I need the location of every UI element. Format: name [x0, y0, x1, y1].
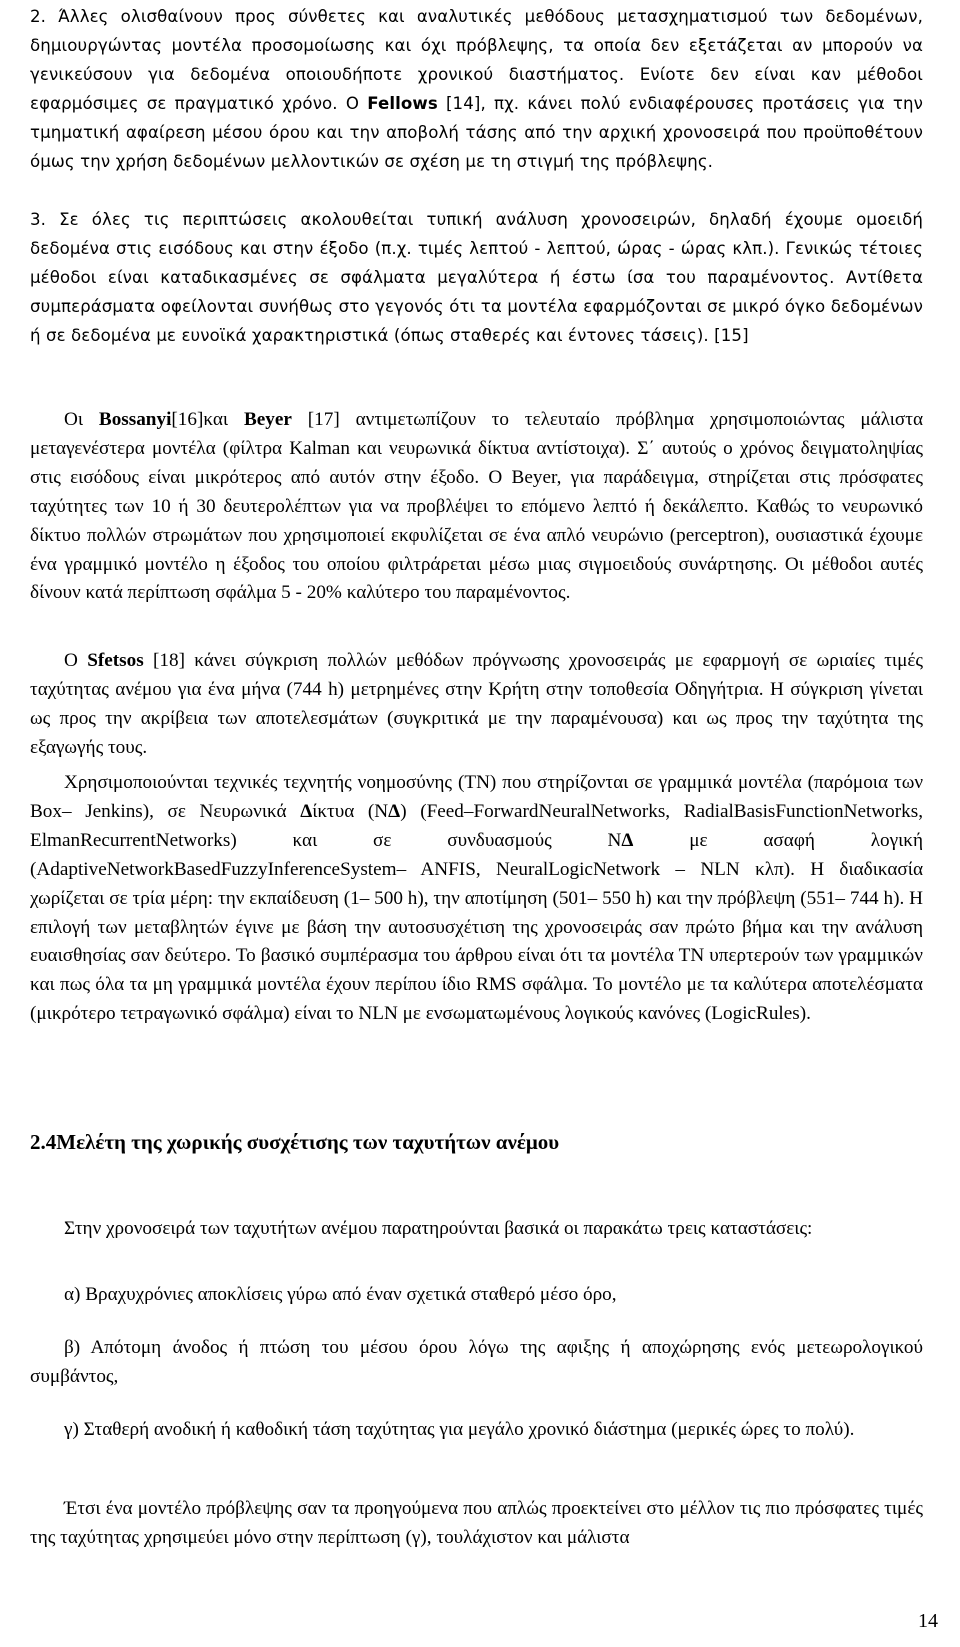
author-name: Beyer — [243, 409, 292, 430]
bold-letter: Δ — [621, 829, 634, 851]
case-item-b: β) Απότομη άνοδος ή πτώση του μέσου όρου λόγω της αφιξης ή αποχώρησης ενός μετεωρολογικού συμβάντος, — [30, 1337, 923, 1387]
list-number: 3. — [30, 210, 47, 229]
paragraph-text: [16]και — [171, 409, 244, 430]
section-title: Μελέτη της χωρικής συσχέτισης των ταχυτήτων ανέμου — [56, 1130, 560, 1154]
paragraph-text: Χρησιμοποιούνται τεχνικές τεχνητής νοημοσύνης (ΤΝ) που στηρίζονται σε γραμμικά μοντέλα (παρόμοια των Box– Jenkins), σε Νευρωνικά — [30, 772, 923, 822]
section-number: 2.4 — [30, 1130, 57, 1154]
paragraph-bossanyi — [0, 406, 955, 608]
paragraph-sfetsos — [0, 647, 955, 763]
paragraph-text: ) (Feed–ForwardNeuralNetworks, RadialBasisFunctionNetworks, ElmanRecurrentNetworks) και σε συνδυασμούς Ν — [30, 800, 923, 851]
bold-letter: Δ — [388, 800, 401, 822]
paragraph-text: με ασαφή λογική (AdaptiveNetworkBasedFuzzyInferenceSystem– ANFIS, NeuralLogicNetwork – NLN κλπ). Η διαδικασία χωρίζεται σε τρία μέρη: την εκπαίδευση (1– 500 h), την αποτίμηση (501– 550 h) και την πρόβλεψη (551– 744 h). Η επιλογή των μεταβλητών έγινε με βάση την αυτοσυσχέτιση της χρονοσειράς σαν πρώτο βήμα και την ανάλυση ευαισθησίας σαν δεύτερο. Το βασικό συμπέρασμα του άρθρου είναι ότι τα μοντέλα ΤΝ υπερτερούν των γραμμικών και πως όλα τα μη γραμμικά μοντέλα έχουν περίπου ίδιο RMS σφάλμα. Το μοντέλο με τα καλύτερα αποτελέσματα (μικρότερο τετραγωνικό σφάλμα) είναι το NLN με ενσωματωμένους λογικούς κανόνες (LogicRules). — [30, 829, 923, 1025]
list-text: Σε όλες τις περιπτώσεις ακολουθείται τυπική ανάλυση χρονοσειρών, δηλαδή έχουμε ομοειδή δεδομένα στις εισόδους και στην έξοδο (π.χ. τιμές λεπτού - λεπτού, ώρας - ώρας κλπ.). Γενικώς τέτοιες μέθοδοι είναι καταδικασμένες σε σφάλματα μεγαλύτερα ή έστω ίσα του παραμένοντος. — [30, 210, 923, 287]
paragraph-tn — [0, 769, 955, 1029]
paragraph-text: Ο — [64, 650, 88, 671]
paragraph-text: ίκτυα (Ν — [312, 800, 389, 822]
list-number: 2. — [30, 7, 47, 26]
author-name: Bossanyi — [98, 409, 172, 430]
paragraph-text: [18] κάνει σύγκριση πολλών μεθόδων πρόγνωσης χρονοσειράς με εφαρμογή σε ωριαίες τιμές ταχύτητας ανέμου για ένα μήνα (744 h) μετρημένες στην Κρήτη στην τοποθεσία Οδηγήτρια. Η σύγκριση γίνεται ως προς την ακρίβεια των αποτελεσμάτων (συγκριτικά με την παραμένουσα) και ως προς την ταχύτητα της εξαγωγής τους. — [30, 650, 924, 758]
paragraph-text: [17] αντιμετωπίζουν το τελευταίο πρόβλημα χρησιμοποιώντας μάλιστα μεταγενέστερα μοντέλα (φίλτρα Kalman και νευρωνικά δίκτυα αντίστοιχα). Σ΄ αυτούς ο χρόνος δειγματοληψίας στις εισόδους είναι μικρότερος από αυτόν στην έξοδο. Ο Beyer, για παράδειγμα, στηρίζεται στις πρόσφατες ταχύτητες των 10 ή 30 δευτερολέπτων για να προβλέψει το επόμενο λεπτό ή δεκάλεπτο. Καθώς το νευρωνικό δίκτυο πολλών στρωμάτων που χρησιμοποιεί εκφυλίζεται σε ένα απλό νευρώνιο (perceptron), ουσιαστικά έχουμε ένα γραμμικό μοντέλο η έξοδος του οποίου φιλτράρεται μέσω μιας σιγμοειδούς συνάρτησης. Οι μέθοδοι αυτές δίνουν κατά περίπτωση σφάλμα 5 - 20% καλύτερο του παραμένοντος. — [30, 409, 923, 604]
case-item-a: α) Βραχυχρόνιες αποκλίσεις γύρω από έναν σχετικά σταθερό μέσο όρο, — [64, 1284, 617, 1305]
case-item-c: γ) Σταθερή ανοδική ή καθοδική τάση ταχύτητας για μεγάλο χρονικό διάστημα (μερικές ώρες το πολύ). — [64, 1419, 855, 1440]
conclusion-paragraph: Έτσι ένα μοντέλο πρόβλεψης σαν τα προηγούμενα που απλώς προεκτείνει στο μέλλον τις πιο πρόσφατες τιμές της ταχύτητας χρησιμεύει μόνο στην περίπτωση (γ), τουλάχιστον και μάλιστα — [30, 1498, 923, 1548]
page-number: 14 — [918, 1610, 938, 1632]
list-item-3 — [0, 206, 955, 351]
list-text: Άλλες ολισθαίνουν προς σύνθετες και αναλυτικές μεθόδους μετασχηματισμού των δεδομένων, δημιουργώντας μοντέλα προσομοίωσης και όχι πρόβλεψης, τα οποία δεν εξετάζεται αν μπορούν να γενικεύσουν για δεδομένα οποιουδήποτε χρονικού διαστήματος. Ενίοτε δεν είναι καν μέθοδοι εφαρμόσιμες σε πραγματικό χρόνο. Ο — [30, 7, 923, 113]
list-text: Αντίθετα συμπεράσματα οφείλονται συνήθως στο γεγονός ότι τα μοντέλα εφαρμόζονται σε μικρό όγκο δεδομένων ή σε δεδομένα με ευνοϊκά χαρακτηριστικά (όπως σταθερές και έντονες τάσεις). [15] — [30, 267, 924, 345]
author-name: Fellows — [367, 93, 438, 113]
list-text: [14], πχ. κάνει πολύ ενδιαφέρουσες προτάσεις για την τμηματική αφαίρεση μέσου όρου και την αποβολή τάσης από την αρχική χρονοσειρά που προϋποθέτουν όμως την χρήση δεδομένων μελλοντικών σε σχέση με τη στιγμή της πρόβλεψης. — [30, 93, 923, 171]
author-name: Sfetsos — [87, 650, 144, 671]
section-heading — [0, 1127, 955, 1157]
list-item-2 — [0, 3, 955, 176]
bold-letter: Δ — [300, 800, 313, 822]
section-intro: Στην χρονοσειρά των ταχυτήτων ανέμου παρατηρούνται βασικά οι παρακάτω τρεις καταστάσεις: — [64, 1218, 813, 1239]
paragraph-text: Οι — [64, 409, 99, 430]
